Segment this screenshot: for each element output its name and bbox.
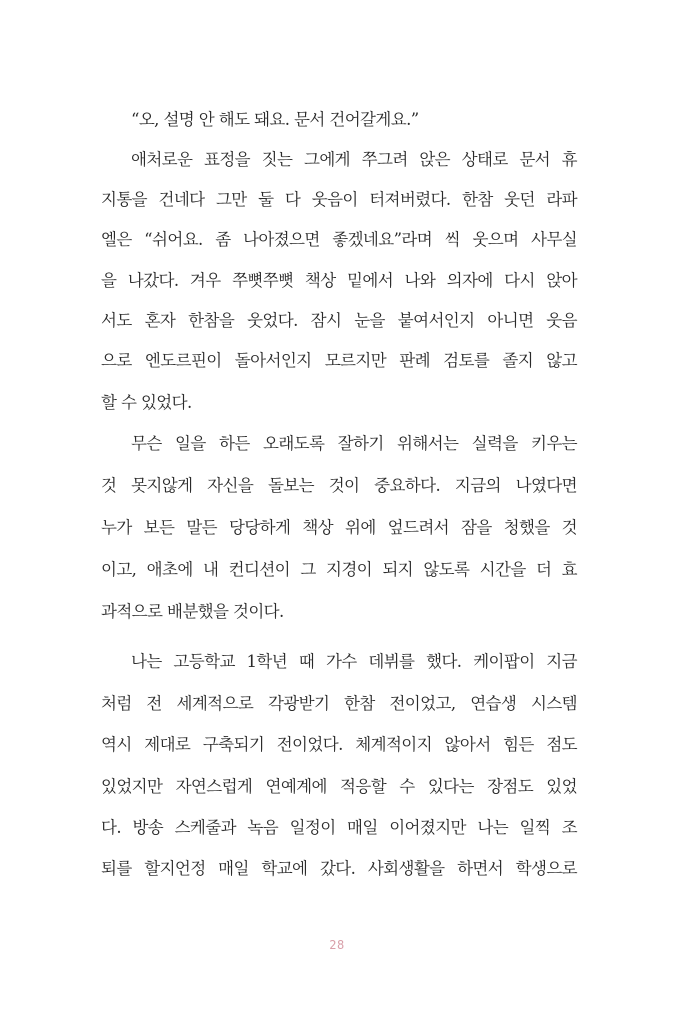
paragraph-line: 무슨 일을 하든 오래도록 잘하기 위해서는 실력을 키우는 <box>131 434 577 453</box>
paragraph-line: 을 나갔다. 겨우 쭈뼛쭈뼛 책상 밑에서 나와 의자에 다시 앉아 <box>101 271 577 290</box>
paragraph-line: 서도 혼자 한참을 웃었다. 잠시 눈을 붙여서인지 아니면 웃음 <box>101 311 577 330</box>
paragraph-line: 다. 방송 스케줄과 녹음 일정이 매일 이어졌지만 나는 일찍 조 <box>101 818 577 837</box>
paragraph-line: 있었지만 자연스럽게 연예계에 적응할 수 있다는 장점도 있었 <box>101 777 577 796</box>
paragraph-line: 이고, 애초에 내 컨디션이 그 지경이 되지 않도록 시간을 더 효 <box>101 560 577 579</box>
paragraph-line: 할 수 있었다. <box>101 393 192 412</box>
paragraph-line: 으로 엔도르핀이 돌아서인지 모르지만 판례 검토를 졸지 않고 <box>101 351 577 370</box>
paragraph-line: 과적으로 배분했을 것이다. <box>101 602 284 621</box>
paragraph-line: 누가 보든 말든 당당하게 책상 위에 엎드려서 잠을 청했을 것 <box>101 518 577 537</box>
paragraph-line: 역시 제대로 구축되기 전이었다. 체계적이지 않아서 힘든 점도 <box>101 735 577 754</box>
paragraph-line: 지통을 건네다 그만 둘 다 웃음이 터져버렸다. 한참 웃던 라파 <box>101 190 577 209</box>
paragraph-line: 나는 고등학교 1학년 때 가수 데뷔를 했다. 케이팝이 지금 <box>131 652 577 671</box>
paragraph-line: 엘은 “쉬어요. 좀 나아졌으면 좋겠네요”라며 씩 웃으며 사무실 <box>101 230 577 249</box>
paragraph-line: 애처로운 표정을 짓는 그에게 쭈그려 앉은 상태로 문서 휴 <box>131 150 577 169</box>
dialogue-line: “오, 설명 안 해도 돼요. 문서 건어갈게요.” <box>131 110 419 129</box>
paragraph-line: 것 못지않게 자신을 돌보는 것이 중요하다. 지금의 나였다면 <box>101 476 577 495</box>
paragraph-line: 퇴를 할지언정 매일 학교에 갔다. 사회생활을 하면서 학생으로 <box>101 859 577 878</box>
paragraph-line: 처럼 전 세계적으로 각광받기 한참 전이었고, 연습생 시스템 <box>101 694 577 713</box>
page-number: 28 <box>329 938 345 952</box>
